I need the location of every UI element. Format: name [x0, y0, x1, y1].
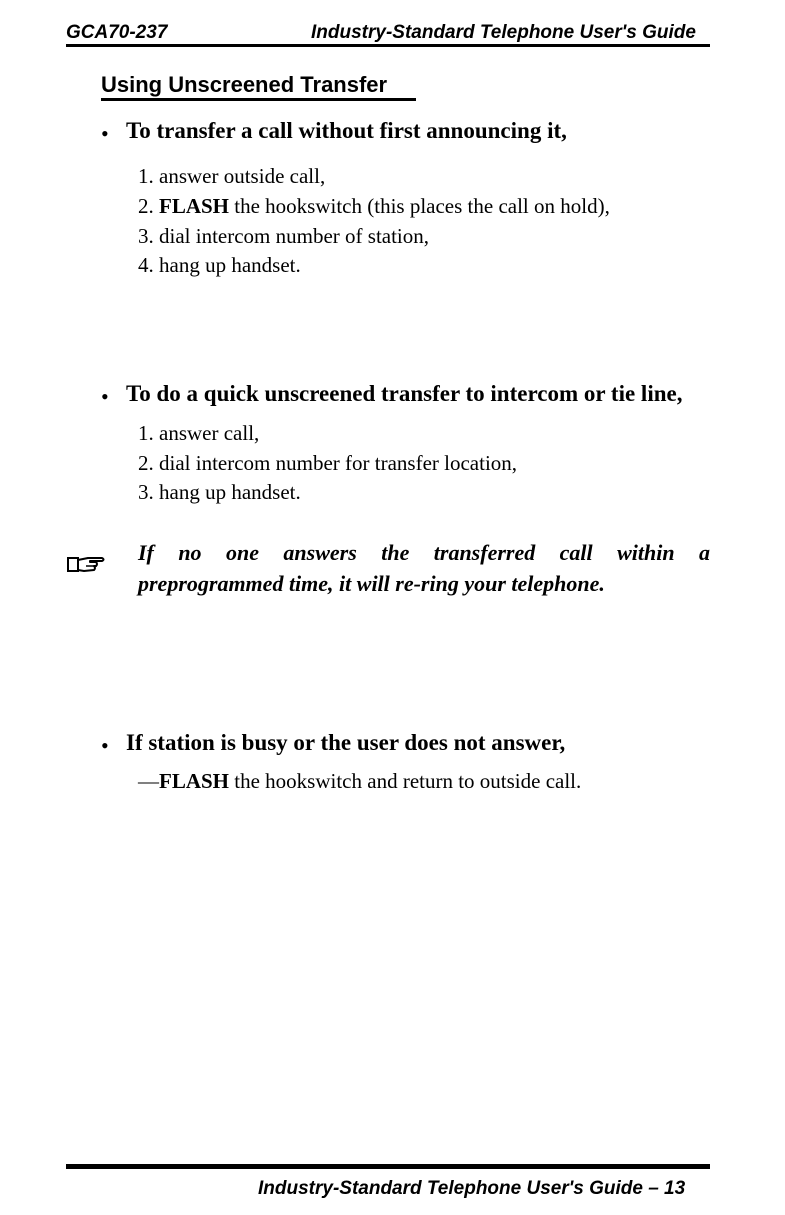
block1-step-3 [138, 224, 429, 249]
instruction-keyword: FLASH [159, 769, 230, 793]
footer-page-label: Industry-Standard Telephone User's Guide – 13 [258, 1178, 686, 1199]
pointing-hand-icon [66, 552, 106, 576]
em-dash: — [138, 769, 159, 793]
block1-heading: To transfer a call without first announcing it, [126, 118, 567, 143]
step-number: 3. [138, 224, 154, 248]
step-text: hang up handset. [159, 480, 301, 504]
step-text: answer outside call, [159, 164, 326, 188]
section-title-underline [101, 98, 416, 101]
header-doc-id: GCA70-237 [66, 22, 168, 43]
block1-step-1 [138, 164, 325, 189]
block2-heading: To do a quick unscreened transfer to intercom or tie line, [126, 381, 683, 406]
block3-heading: If station is busy or the user does not answer, [126, 730, 566, 755]
block2-step-1 [138, 421, 259, 446]
step-keyword: FLASH [159, 194, 230, 218]
block1-step-4 [138, 253, 301, 278]
header-rule [66, 44, 710, 47]
step-number: 1. [138, 421, 154, 445]
block2-step-2 [138, 451, 517, 476]
step-number: 4. [138, 253, 154, 277]
block3-instruction [138, 769, 581, 794]
block2-step-3 [138, 480, 301, 505]
header-title: Industry-Standard Telephone User's Guide [311, 22, 696, 43]
bullet-marker: • [101, 121, 109, 146]
note-line-2: preprogrammed time, it will re-ring your telephone. [138, 571, 605, 596]
step-text: the hookswitch (this places the call on hold), [229, 194, 610, 218]
step-number: 3. [138, 480, 154, 504]
block1-step-2 [138, 194, 610, 219]
step-text: hang up handset. [159, 253, 301, 277]
step-number: 2. [138, 194, 154, 218]
step-text: dial intercom number for transfer location, [159, 451, 518, 475]
step-text: dial intercom number of station, [159, 224, 430, 248]
bullet-marker: • [101, 384, 109, 409]
instruction-text: the hookswitch and return to outside call. [229, 769, 582, 793]
note-line-1: If no one answers the transferred call within a [138, 540, 710, 565]
step-number: 1. [138, 164, 154, 188]
step-text: answer call, [159, 421, 260, 445]
footer-rule [66, 1164, 710, 1169]
step-number: 2. [138, 451, 154, 475]
bullet-marker: • [101, 733, 109, 758]
section-title: Using Unscreened Transfer [101, 72, 388, 97]
